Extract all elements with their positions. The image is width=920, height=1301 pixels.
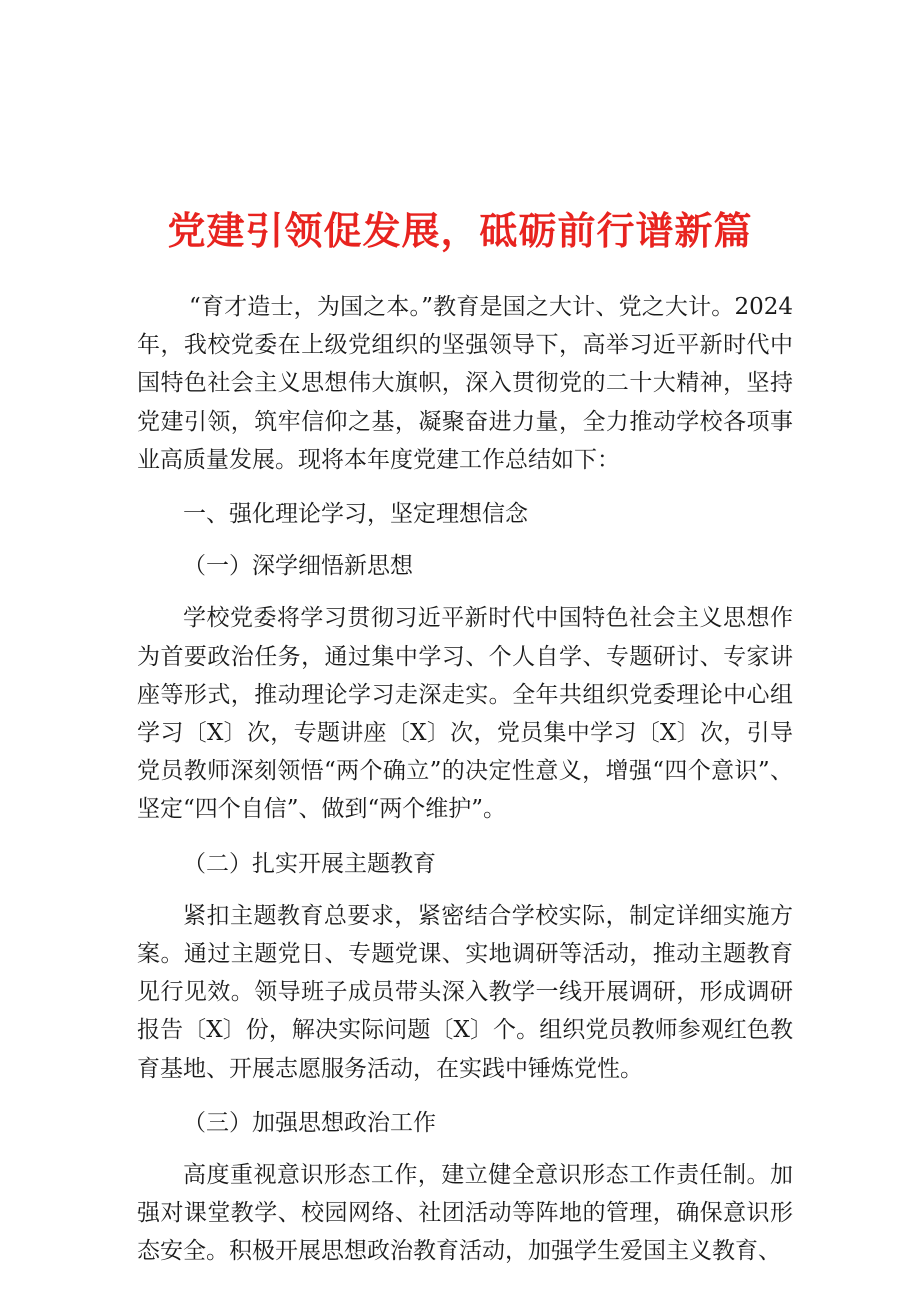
document-title: 党建引领促发展，砥砺前行谱新篇 <box>167 208 753 254</box>
subsection-3-paragraph: 高度重视意识形态工作，建立健全意识形态工作责任制。加强对课堂教学、校园网络、社团活动等阵地的管理，确保意识形态安全。积极开展思想政治教育活动，加强学生爱国主义教育、 <box>137 1162 793 1265</box>
section-1-heading: 一、强化理论学习，坚定理想信念 <box>183 501 528 528</box>
intro-paragraph: “育才造士，为国之本。”教育是国之大计、党之大计。2024年，我校党委在上级党组织的坚强领导下，高举习近平新时代中国特色社会主义思想伟大旗帜，深入贯彻党的二十大精神，坚持党建引领，筑牢信仰之基，凝聚奋进力量，全力推动学校各项事业高质量发展。现将本年度党建工作总结如下： <box>137 294 793 473</box>
subsection-2-heading: （二）扎实开展主题教育 <box>183 850 436 877</box>
document-body <box>137 288 793 1271</box>
subsection-2-paragraph: 紧扣主题教育总要求，紧密结合学校实际，制定详细实施方案。通过主题党日、专题党课、实地调研等活动，推动主题教育见行见效。领导班子成员带头深入教学一线开展调研，形成调研报告〔X〕份，解决实际问题〔X〕个。组织党员教师参观红色教育基地、开展志愿服务活动，在实践中锤炼党性。 <box>137 902 793 1082</box>
subsection-1-heading: （一）深学细悟新思想 <box>183 553 413 580</box>
subsection-1-paragraph: 学校党委将学习贯彻习近平新时代中国特色社会主义思想作为首要政治任务，通过集中学习、个人自学、专题研讨、专家讲座等形式，推动理论学习走深走实。全年共组织党委理论中心组学习〔X〕次，专题讲座〔X〕次，党员集中学习〔X〕次，引导党员教师深刻领悟“两个确立”的决定性意义，增强“四个意识”、坚定“四个自信”、做到“两个维护”。 <box>137 605 793 823</box>
subsection-3-heading: （三）加强思想政治工作 <box>183 1109 436 1136</box>
